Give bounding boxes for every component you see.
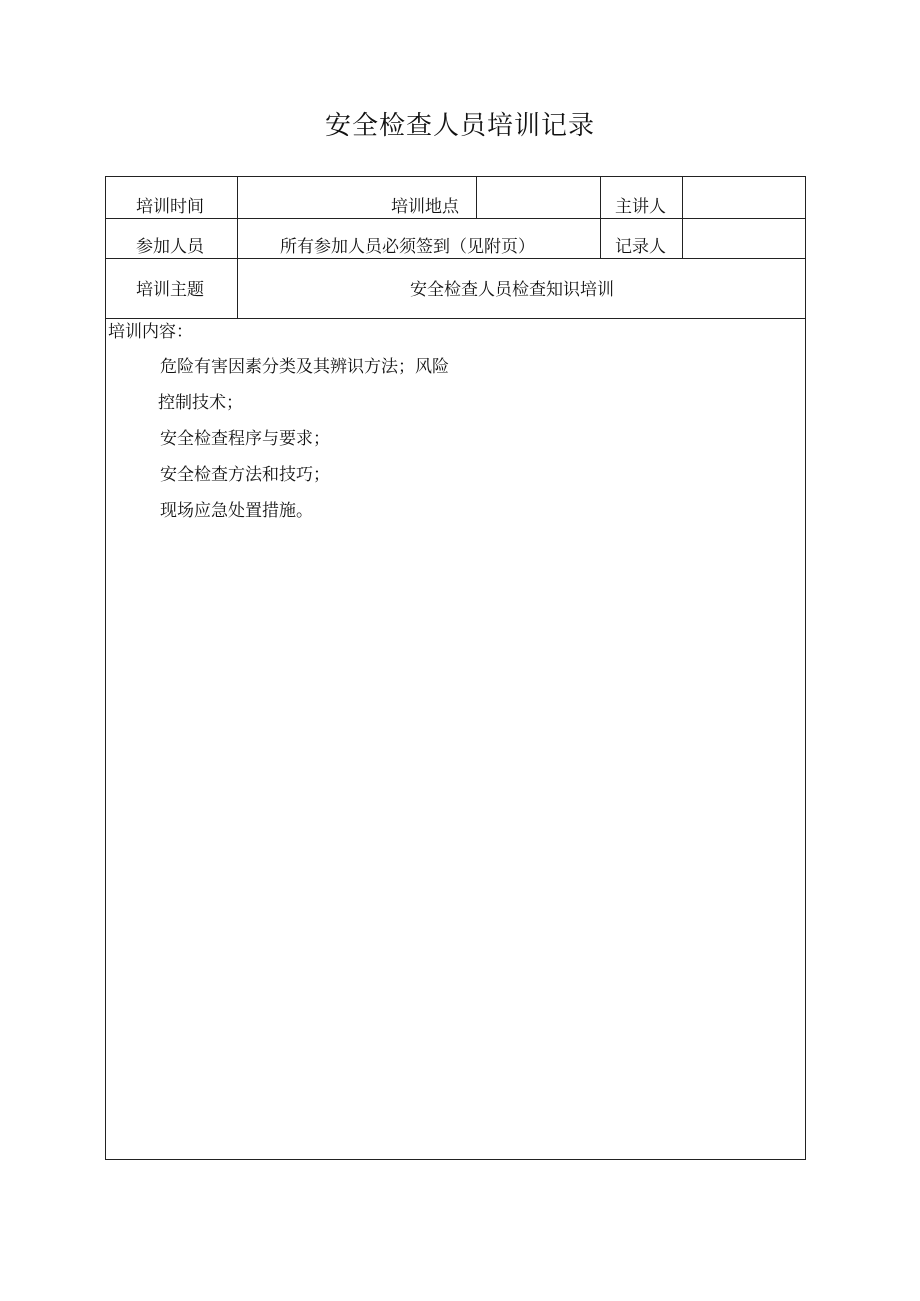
column-divider: [476, 177, 477, 218]
topic-label: 培训主题: [136, 280, 204, 300]
row-divider: [106, 218, 805, 219]
column-divider: [682, 177, 683, 258]
content-line: 安全检查方法和技巧；: [160, 465, 330, 485]
content-line: 安全检查程序与要求；: [160, 429, 330, 449]
page-title: 安全检查人员培训记录: [324, 111, 595, 141]
column-divider: [600, 177, 601, 258]
topic-value: 安全检查人员检查知识培训: [410, 280, 614, 300]
content-line: 现场应急处置措施。: [160, 501, 313, 521]
column-divider: [237, 177, 238, 318]
lecturer-label: 主讲人: [615, 197, 666, 217]
content-line: 危险有害因素分类及其辨识方法；风险: [160, 357, 449, 377]
row-divider: [106, 258, 805, 259]
row-divider: [106, 318, 805, 319]
recorder-label: 记录人: [615, 237, 666, 257]
content-label: 培训内容：: [108, 322, 193, 342]
training-time-label: 培训时间: [136, 197, 204, 217]
content-line: 控制技术；: [158, 393, 243, 413]
participants-value: 所有参加人员必须签到（见附页）: [280, 237, 535, 257]
participants-label: 参加人员: [136, 237, 204, 257]
training-place-label: 培训地点: [391, 197, 459, 217]
training-record-form: [105, 176, 806, 1160]
